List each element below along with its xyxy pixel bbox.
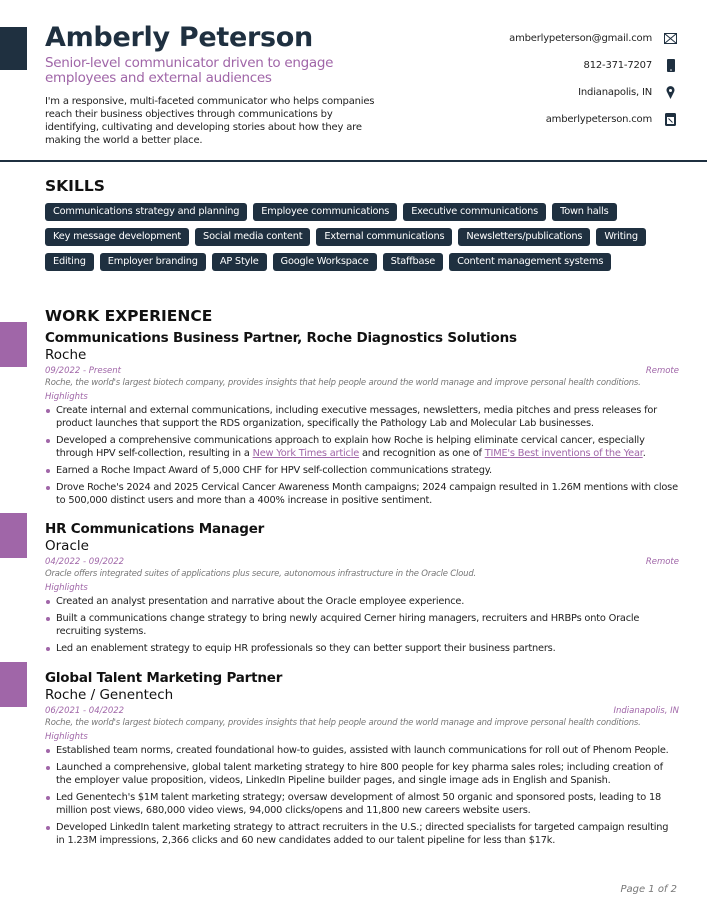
phone-icon — [664, 59, 677, 72]
job-location: Remote — [645, 366, 679, 376]
email-text[interactable]: amberlypeterson@gmail.com — [509, 33, 652, 44]
highlight-item: Developed LinkedIn talent marketing strategy to attract recruiters in the U.S.; directed specialists for targeted campaign resulting in 1.23M impressions, 2,366 clicks and 60 new candidates added to our talent pipeline for less than $17k. — [45, 821, 679, 847]
website-text[interactable]: amberlypeterson.com — [545, 114, 652, 125]
bullet-text: . — [642, 448, 646, 459]
skill-tag: Social media content — [195, 228, 310, 246]
header-accent-block — [0, 27, 27, 70]
time-best-inventions-link[interactable]: TIME's Best inventions of the Year — [484, 448, 643, 459]
job-dates: 09/2022 - Present — [45, 366, 122, 376]
job-location: Indianapolis, IN — [613, 706, 679, 716]
skill-tag: Writing — [596, 228, 646, 246]
header-divider — [0, 160, 707, 162]
highlight-item: Launched a comprehensive, global talent marketing strategy to hire 800 people for key pharma sales roles; including creation of the employer value proposition, videos, LinkedIn Pipeline builder pages, and single image ads in English and Spanish. — [45, 761, 679, 787]
highlight-item: Built a communications change strategy to bring newly acquired Cerner hiring managers, recruiters and HRBPs onto Oracle recruiting systems. — [45, 612, 679, 638]
skills-list — [45, 203, 685, 271]
highlights-list — [45, 744, 679, 847]
location-pin-icon — [664, 86, 677, 99]
job-title: HR Communications Manager — [45, 521, 265, 537]
bullet-text: and recognition as one of — [359, 448, 485, 459]
company-name: Roche — [45, 347, 87, 363]
contact-website[interactable] — [509, 106, 677, 133]
job-title: Communications Business Partner, Roche Diagnostics Solutions — [45, 330, 517, 346]
job-title: Global Talent Marketing Partner — [45, 670, 283, 686]
skill-tag: Key message development — [45, 228, 189, 246]
job-accent-bar — [0, 513, 27, 558]
contact-email[interactable] — [509, 25, 677, 52]
job-entry — [45, 521, 679, 659]
summary: I'm a responsive, multi-faceted communicator who helps companies reach their business objectives through communications by identifying, cultivating and developing stories about how they are making the world a better place. — [45, 96, 375, 146]
job-entry — [45, 330, 679, 511]
skill-tag: External communications — [316, 228, 452, 246]
skill-tag: Communications strategy and planning — [45, 203, 247, 221]
envelope-icon — [664, 32, 677, 45]
highlight-item: Led an enablement strategy to equip HR professionals so they can better support their business partners. — [45, 642, 679, 655]
company-name: Roche / Genentech — [45, 687, 174, 703]
company-description: Roche, the world's largest biotech company, provides insights that help people around the world manage and improve personal health conditions. — [45, 378, 641, 388]
candidate-name: Amberly Peterson — [45, 22, 313, 53]
highlights-label: Highlights — [45, 392, 88, 402]
skill-tag: Editing — [45, 253, 94, 271]
contact-phone[interactable] — [509, 52, 677, 79]
job-dates: 06/2021 - 04/2022 — [45, 706, 125, 716]
skill-tag: AP Style — [212, 253, 267, 271]
company-description: Roche, the world's largest biotech company, provides insights that help people around the world manage and improve personal health conditions. — [45, 718, 641, 728]
job-dates: 04/2022 - 09/2022 — [45, 557, 125, 567]
job-accent-bar — [0, 322, 27, 367]
bullet-text: Developed a comprehensive communications approach to explain how Roche is helping eliminate cervical cancer, especially through HPV self-collection, resulting in a — [56, 435, 645, 459]
job-meta — [45, 705, 679, 717]
highlight-item: Established team norms, created foundational how-to guides, assisted with launch communications for roll out of Phenom People. — [45, 744, 679, 757]
highlight-item: Led Genentech's $1M talent marketing strategy; oversaw development of almost 50 organic and sponsored posts, leading to 18 million post views, 680,000 video views, 94,000 clicks/opens and 11,800 new careers website users. — [45, 791, 679, 817]
work-experience-heading: WORK EXPERIENCE — [45, 307, 213, 325]
highlight-item — [45, 434, 679, 460]
highlights-label: Highlights — [45, 583, 88, 593]
highlights-list — [45, 595, 679, 655]
page-number: Page 1 of 2 — [620, 884, 677, 895]
tagline: Senior-level communicator driven to engage employees and external audiences — [45, 55, 334, 86]
contact-list — [509, 25, 677, 133]
skill-tag: Google Workspace — [273, 253, 377, 271]
job-meta — [45, 556, 679, 568]
highlight-item: Created an analyst presentation and narrative about the Oracle employee experience. — [45, 595, 679, 608]
skill-tag: Staffbase — [383, 253, 444, 271]
highlight-item: Drove Roche's 2024 and 2025 Cervical Cancer Awareness Month campaigns; 2024 campaign resulted in 1.26M mentions with close to 500,000 distinct users and more than a 400% increase in positive sentiment. — [45, 481, 679, 507]
highlights-list — [45, 404, 679, 507]
job-entry — [45, 670, 679, 851]
website-icon — [664, 113, 677, 126]
skill-tag: Employee communications — [253, 203, 397, 221]
skill-tag: Executive communications — [403, 203, 546, 221]
job-accent-bar — [0, 662, 27, 707]
phone-text[interactable]: 812-371-7207 — [583, 60, 652, 71]
job-meta — [45, 365, 679, 377]
highlight-item: Earned a Roche Impact Award of 5,000 CHF for HPV self-collection communications strategy. — [45, 464, 679, 477]
new-york-times-link[interactable]: New York Times article — [252, 448, 360, 459]
company-name: Oracle — [45, 538, 89, 554]
skill-tag: Employer branding — [100, 253, 206, 271]
highlight-item: Create internal and external communications, including executive messages, newsletters, media pitches and press releases for product launches that support the RDS organization, specifically the Pathology Lab and Molecular Lab businesses. — [45, 404, 679, 430]
skill-tag: Newsletters/publications — [458, 228, 590, 246]
company-description: Oracle offers integrated suites of applications plus secure, autonomous infrastructure in the Oracle Cloud. — [45, 569, 477, 579]
skill-tag: Content management systems — [449, 253, 611, 271]
job-location: Remote — [645, 557, 679, 567]
highlights-label: Highlights — [45, 732, 88, 742]
contact-location — [509, 79, 677, 106]
skill-tag: Town halls — [552, 203, 616, 221]
skills-heading: SKILLS — [45, 177, 105, 195]
location-text: Indianapolis, IN — [578, 87, 652, 98]
